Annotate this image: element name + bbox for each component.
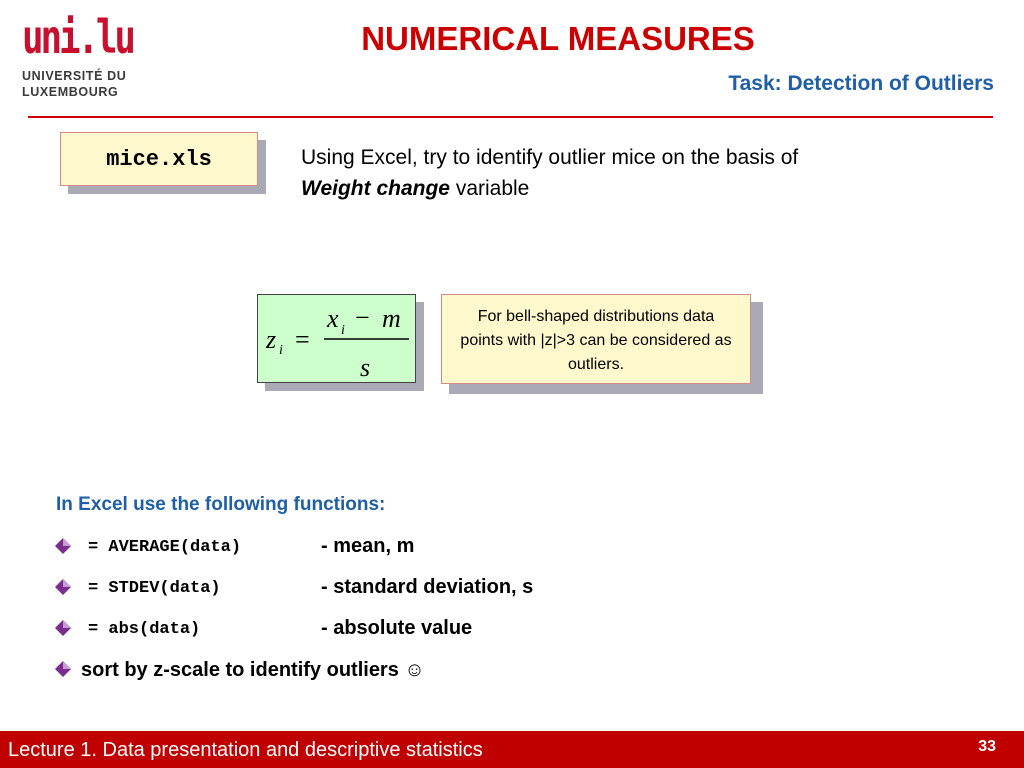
outlier-rule-text: For bell-shaped distributions data points with |z|>3 can be considered as outliers. bbox=[460, 308, 732, 373]
formula-numerator-m: m bbox=[382, 304, 401, 333]
formula-numerator-x: x bbox=[327, 304, 339, 333]
formula-minus: − bbox=[355, 303, 370, 332]
diamond-bullet-icon bbox=[54, 578, 72, 596]
logo-text-line1: UNIVERSITÉ DU bbox=[22, 69, 127, 83]
diamond-bullet-icon bbox=[54, 660, 72, 678]
formula-lhs-subscript: i bbox=[279, 343, 283, 358]
function-desc-average: - mean, m bbox=[321, 535, 415, 557]
file-label: mice.xls bbox=[106, 146, 212, 172]
function-desc-stdev: - standard deviation, s bbox=[321, 576, 534, 598]
formula-lhs: z bbox=[266, 325, 277, 354]
intro-text-before: Using Excel, try to identify outlier mice on the basis of bbox=[301, 146, 799, 169]
slide-title: NUMERICAL MEASURES bbox=[361, 20, 755, 57]
sort-instruction: sort by z-scale to identify outliers ☺ bbox=[81, 659, 425, 681]
logo-text-line2: LUXEMBOURG bbox=[22, 85, 119, 99]
footer-lecture-title: Lecture 1. Data presentation and descriptive statistics bbox=[8, 739, 483, 761]
function-desc-abs: - absolute value bbox=[321, 617, 473, 639]
intro-text-after: variable bbox=[455, 177, 530, 200]
page-number: 33 bbox=[978, 738, 996, 755]
logo-mark: uni.lu bbox=[22, 10, 133, 64]
z-score-formula-box bbox=[257, 294, 416, 383]
intro-emphasis: Weight change bbox=[301, 177, 450, 200]
footer-bar bbox=[0, 731, 1024, 768]
function-code-stdev: = STDEV(data) bbox=[88, 579, 221, 598]
diamond-bullet-icon bbox=[54, 537, 72, 555]
functions-heading: In Excel use the following functions: bbox=[56, 494, 386, 515]
z-score-formula bbox=[258, 295, 415, 382]
file-label-box bbox=[60, 132, 258, 186]
slide-subtitle: Task: Detection of Outliers bbox=[728, 72, 994, 95]
function-code-abs: = abs(data) bbox=[88, 620, 201, 639]
function-code-average: = AVERAGE(data) bbox=[88, 538, 242, 557]
formula-denominator: s bbox=[360, 353, 371, 382]
formula-equals: = bbox=[295, 325, 310, 354]
diamond-bullet-icon bbox=[54, 619, 72, 637]
outlier-rule-note bbox=[441, 294, 751, 384]
intro-text bbox=[301, 142, 941, 204]
header-divider bbox=[28, 116, 993, 118]
formula-numerator-subscript: i bbox=[341, 323, 345, 338]
